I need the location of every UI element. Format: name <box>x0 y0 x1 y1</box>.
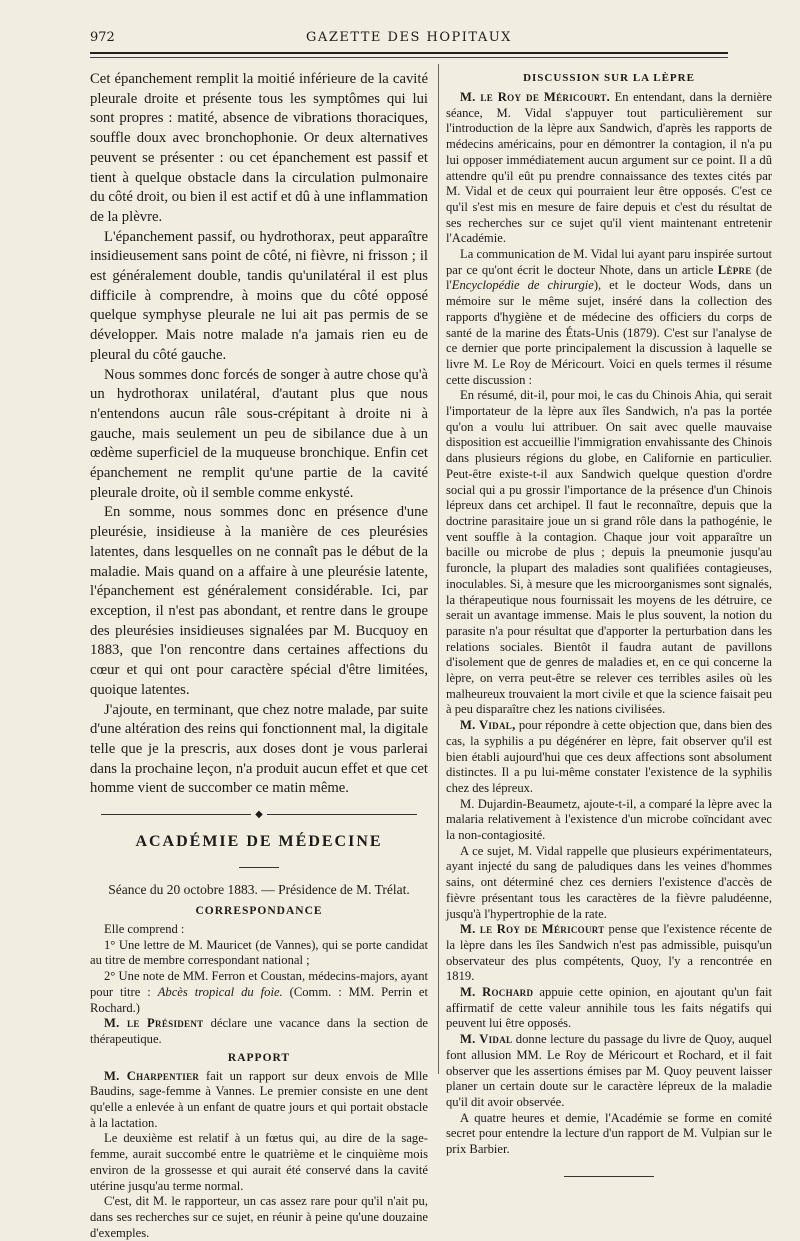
paragraph-text: donne lecture du passage du livre de Quoy, auquel font allusion MM. Le Roy de Méricourt et Rochard, et il fait observer que les assertions émises par M. Quoy peuvent laisser planer un certain doute sur le caractère lépreux de la maladie qu'il dit avoir observée. <box>446 1032 772 1109</box>
section-separator: ◆ <box>90 805 428 823</box>
paragraph: L'épanchement passif, ou hydrothorax, peut apparaître insidieusement sans point de côté, ni fièvre, ni frisson ; il est généralement double, tandis qu'unilatéral il est plus difficile à comprendre, à moins que du côté opposé quelque symphyse pleurale ne lui ait pas permis de se développer. Mais notre malade n'a jamais rien eu de pleural du côté gauche. <box>90 228 428 363</box>
paragraph: En résumé, dit-il, pour moi, le cas du Chinois Ahia, qui serait l'importateur de la lèpre aux îles Sandwich, n'a pas la portée qu'on a voulu lui attribuer. On sait avec quelle mauvaise disposition est accueillie l'immigration envahissante des Chinois dans plusieurs régions du globe, en Californie en particulier. Peut-être existe-t-il aux Sandwich quelque question d'ordre social qui a pu grossir l'importance de la présence d'un Chinois lépreux dans cet archipel. Il faut le reconnaître, depuis que la doctrine parasitaire joue un si grand rôle dans la pathogénie, le vent souffle à la contagion. Chaque jour voit apparaître un bacille ou microbe de plus ; depuis la pneumonie jusqu'au furoncle, la plupart des maladies sont qualifiées contagieuses, inoculables. Si, à mesure que les microorganismes sont signalés, la thérapeutique nous fournissait les moyens de les détruire, ce serait un avantage immense. Mais le plus souvent, la notion du parasite n'a pour résultat que d'apporter la perturbation dans les relations sociales. Bientôt il faudra autant de pavillons d'isolement que de genres de maladies et, en ce qui concerne la lèpre, on verra peut-être se relever ces terribles asiles où les malheureux trouvaient la mort civile et que la science faisait peu à peu disparaître chez les nations civilisées. <box>446 388 772 717</box>
list-item <box>90 969 428 1016</box>
header-rule <box>90 52 728 54</box>
paragraph: Cet épanchement remplit la moitié inférieure de la cavité pleurale droite et présente tous les symptômes qui lui sont propres : matité, absence de vibrations thoraciques, souffle doux avec bronchophonie. Or deux alternatives peuvent se présenter : ou cet épanchement est passif et tient à quelque obstacle dans la circulation pulmonaire du côté droit, ou bien il est actif et dû à une inflammation de la plèvre. <box>90 71 428 225</box>
paragraph: A quatre heures et demie, l'Académie se forme en comité secret pour entendre la lecture d'un rapport de M. Vulpian sur le prix Barbier. <box>446 1110 772 1157</box>
paragraph <box>446 247 772 388</box>
paragraph-text: pense que l'existence récente de la lèpre dans les îles Sandwich n'est pas admissible, puisqu'un observateur des plus compétents, Quoy, l'y a rencontrée en 1819. <box>446 922 772 984</box>
paragraph <box>90 1016 428 1047</box>
subsection-heading: DISCUSSION SUR LA LÈPRE <box>523 72 695 84</box>
end-rule <box>446 1164 772 1182</box>
paragraph <box>446 922 772 985</box>
speaker-name: M. Rochard <box>460 985 534 1000</box>
page-number: 972 <box>90 30 115 45</box>
publication-title: Encyclopédie de chirurgie <box>451 278 594 293</box>
meeting-line: Séance du 20 octobre 1883. — Présidence de M. Trélat. <box>108 882 410 898</box>
paragraph <box>446 985 772 1032</box>
paragraph: A ce sujet, M. Vidal rappelle que plusieurs expérimentateurs, ayant injecté du sang de paludiques dans les veines d'hommes sains, ont déterminé chez ces derniers l'existence d'accès de fièvre présentant tous les caractères de la fièvre paludéenne, jusqu'à l'hypertrophie de la rate. <box>446 843 772 921</box>
paragraph: Elle comprend : <box>104 922 185 937</box>
list-item: 1° Une lettre de M. Mauricet (de Vannes), qui se porte candidat au titre de membre correspondant national ; <box>90 937 428 968</box>
item-text: (Comm. : MM. Perrin et Rochard.) <box>90 984 428 1015</box>
speaker-name: M. le Président <box>104 1016 204 1031</box>
speaker-name: M. Vidal <box>460 1032 513 1047</box>
speaker-name: M. Charpentier <box>104 1068 200 1083</box>
paragraph-text: La communication de M. Vidal lui ayant paru inspirée surtout par ce qu'ont écrit le docteur Nhote, dans un article <box>446 247 772 277</box>
speaker-name: M. le Roy de Méricourt <box>460 922 605 937</box>
subsection-heading: CORRESPONDANCE <box>195 905 323 918</box>
subsection-heading: RAPPORT <box>227 1051 291 1064</box>
article-title: Lèpre <box>717 262 752 277</box>
paragraph: M. Dujardin-Beaumetz, ajoute-t-il, a comparé la lèpre avec la malaria relativement à l'existence d'un microbe coïncidant avec la non-contagiosité. <box>446 796 772 843</box>
paragraph-text: déclare une vacance dans la section de thérapeutique. <box>90 1016 428 1046</box>
item-text: 2° Une note de MM. Ferron et Coustan, médecins-majors, ayant pour titre : <box>90 969 428 999</box>
paragraph: Le deuxième est relatif à un fœtus qui, au dire de la sage-femme, aurait succombé entre le quatrième et le cinquième mois environ de la grossesse et qui aurait été conservé dans la cavité utérine jusqu'au terme normal. <box>90 1131 428 1193</box>
paragraph-text: En entendant, dans la dernière séance, M. Vidal s'appuyer tout particulièrement sur l'introduction de la lèpre aux Sandwich, d'après les rapports de médecins américains, pour en démontrer la contagion, il n'a pu lui opposer immédiatement aucun argument sur ce point. Il a dû attendre qu'il eût pu prendre connaissance des textes cités par M. Vidal et de ceux qui pourraient leur être opposés. C'est ce qu'il s'est mis en mesure de faire depuis et c'est du résultat de ses recherches sur ce sujet qu'il vient maintenant entretenir l'Académie. <box>446 90 772 246</box>
paragraph-text: ), et le docteur Wods, dans un mémoire sur le même sujet, inséré dans la collection des rapports d'hygiène et de médecine des officiers du corps de santé de la marine des États-Unis (1879). C'est sur l'analyse de ce dernier que porte principalement la discussion à laquelle se livre M. Le Roy de Méricourt. Voici en quels termes il résume cette discussion : <box>446 278 772 387</box>
header-rule-thin <box>90 57 728 58</box>
paragraph <box>446 90 772 247</box>
paragraph-text: pour répondre à cette objection que, dans bien des cas, la syphilis a pu dégénérer en lèpre, fait observer qu'il est bien établi aujourd'hui que ces deux affections sont absolument distinctes. Il a pu lui-même constater l'existence de la syphilis chez des lépreux. <box>446 718 772 795</box>
speaker-name: M. le Roy de Méricourt. <box>460 90 611 104</box>
speaker-name: M. Vidal, <box>460 718 516 733</box>
paragraph: C'est, dit M. le rapporteur, un cas assez rare pour qu'il n'ait pu, dans ses recherches sur ce sujet, en réunir à peine qu'une douzaine d'exemples. <box>90 1194 428 1240</box>
left-column <box>90 70 428 1241</box>
page-header <box>90 30 728 50</box>
journal-title: GAZETTE DES HOPITAUX <box>306 30 512 45</box>
paragraph-text: fait un rapport sur deux envois de Mlle Baudins, sage-femme à Vannes. Le premier consiste en une dent qu'elle a enlevée à un enfant de quatre jours et qui portait obstacle à la lactation. <box>90 1068 428 1130</box>
paragraph: J'ajoute, en terminant, que chez notre malade, par suite d'une altération des reins qui fonctionnent mal, la digitale telle que je la prescris, aux doses dont je vous parlerai dans la prochaine leçon, n'a produit aucun effet et que cet homme vient de succomber ce matin même. <box>90 701 428 797</box>
paragraph: En somme, nous sommes donc en présence d'une pleurésie, insidieuse à la manière de ces pleurésies latentes, dans lesquelles on ne connaît pas le début de la maladie. Mais quand on a affaire à une pleurésie latente, l'épanchement est généralement considérable. Ici, par exception, il n'est pas abondant, et rentre dans le groupe des pleurésies insidieuses signalées par M. Bucquoy en 1883, que l'on rencontre dans certaines affections du cœur et qui ont pour caractère spécial d'être limitées, quoique latentes. <box>90 504 428 698</box>
column-divider <box>438 64 439 1074</box>
title-underline <box>90 855 428 873</box>
right-column <box>446 68 772 1182</box>
item-title: Abcès tropical du foie. <box>157 984 283 999</box>
paragraph-text: (de l' <box>446 262 772 293</box>
paragraph-text: appuie cette opinion, en ajoutant qu'un fait affirmatif de cette valeur annihile tous les faits négatifs qui peuvent lui être opposés. <box>446 985 772 1031</box>
paragraph <box>90 1069 428 1132</box>
paragraph: Nous sommes donc forcés de songer à autre chose qu'à un hydrothorax unilatéral, d'autant plus que nous n'entendons aucun râle sous-crépitant à droite ni à gauche, mais seulement un peu de sibilance due à un œdème superficiel de la muqueuse bronchique. Enfin cet épanchement ne remplit qu'une partie de la cavité pleurale droite, où il semble comme enkysté. <box>90 366 428 501</box>
paragraph <box>446 718 772 797</box>
section-title: ACADÉMIE DE MÉDECINE <box>135 833 383 851</box>
paragraph <box>446 1032 772 1111</box>
